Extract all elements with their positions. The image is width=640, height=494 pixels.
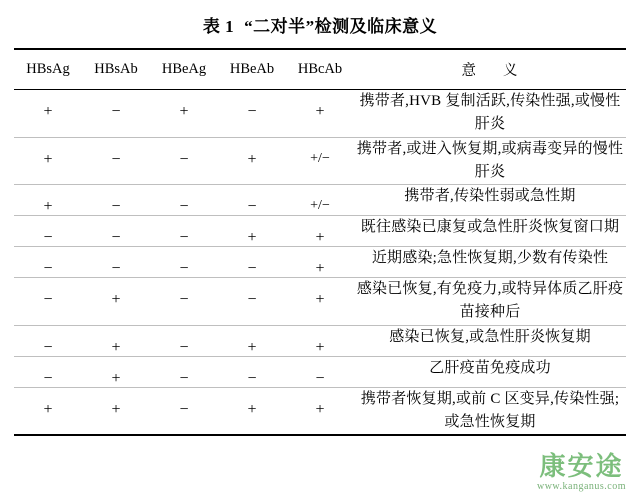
cell-hbcab: + bbox=[315, 291, 325, 308]
table-row bbox=[14, 216, 626, 247]
cell-hbcab: + bbox=[315, 338, 325, 356]
watermark bbox=[537, 454, 626, 492]
cell-hbeab: + bbox=[247, 229, 257, 246]
cell-hbsab: + bbox=[111, 369, 121, 387]
table-row bbox=[14, 185, 626, 216]
cell-hbeag: + bbox=[179, 103, 189, 120]
cell-hbsag: + bbox=[43, 198, 53, 215]
cell-hbeab: + bbox=[247, 400, 257, 418]
cell-hbcab: + bbox=[315, 103, 325, 120]
cell-hbeag: − bbox=[179, 229, 189, 246]
cell-hbeab: − bbox=[247, 198, 257, 215]
cell-hbsab: − bbox=[111, 150, 121, 168]
cell-meaning: 携带者,HVB 复制活跃,传染性强,或慢性肝炎 bbox=[359, 93, 621, 133]
watermark-url: www.kanganus.com bbox=[536, 481, 626, 492]
cell-hbeag: − bbox=[179, 369, 189, 387]
cell-hbsag: − bbox=[43, 260, 53, 277]
column-header-hbeab: HBeAb bbox=[229, 61, 275, 77]
table-header bbox=[14, 49, 626, 90]
column-header-hbeag: HBeAg bbox=[161, 61, 207, 77]
table-row bbox=[14, 356, 626, 387]
cell-hbsab: + bbox=[111, 338, 121, 356]
cell-hbeag: − bbox=[179, 400, 189, 418]
cell-hbsab: − bbox=[111, 198, 121, 215]
cell-hbsag: − bbox=[43, 369, 53, 387]
cell-meaning: 感染已恢复,有免疫力,或特异体质乙肝疫苗接种后 bbox=[356, 281, 624, 321]
table-title-text: “二对半”检测及临床意义 bbox=[244, 17, 438, 36]
cell-meaning: 携带者,或进入恢复期,或病毒变异的慢性肝炎 bbox=[356, 140, 624, 180]
cell-hbcab: +/− bbox=[310, 150, 330, 166]
cell-meaning: 乙肝疫苗免疫成功 bbox=[429, 359, 551, 376]
cell-hbeab: − bbox=[247, 103, 257, 120]
cell-hbeag: − bbox=[179, 198, 189, 215]
cell-hbsag: + bbox=[43, 400, 53, 418]
cell-hbsag: − bbox=[43, 338, 53, 356]
cell-hbsag: + bbox=[43, 150, 53, 168]
table-row bbox=[14, 247, 626, 278]
watermark-name: 康安途 bbox=[539, 452, 624, 481]
cell-hbsag: − bbox=[43, 291, 53, 308]
column-header-hbcab: HBcAb bbox=[297, 61, 343, 77]
cell-hbeab: − bbox=[247, 291, 257, 308]
table-row bbox=[14, 387, 626, 434]
meaning-header-left: 意 bbox=[461, 63, 477, 79]
cell-hbsab: − bbox=[111, 260, 121, 277]
column-header-hbsab: HBsAb bbox=[94, 61, 138, 77]
cell-meaning: 近期感染;急性恢复期,少数有传染性 bbox=[371, 250, 609, 266]
cell-hbeab: + bbox=[247, 150, 257, 168]
cell-hbeag: − bbox=[179, 338, 189, 356]
cell-hbeab: − bbox=[247, 260, 257, 277]
table-row bbox=[14, 325, 626, 356]
cell-meaning: 携带者,传染性弱或急性期 bbox=[404, 188, 576, 204]
table-body bbox=[14, 90, 626, 435]
cell-meaning: 携带者恢复期,或前 C 区变异,传染性强;或急性恢复期 bbox=[360, 390, 620, 430]
table-number: 表 1 bbox=[202, 17, 235, 36]
table-bottom-rule bbox=[14, 434, 626, 436]
cell-hbcab: − bbox=[315, 369, 325, 387]
cell-hbcab: + bbox=[315, 400, 325, 418]
cell-meaning: 感染已恢复,或急性肝炎恢复期 bbox=[389, 328, 591, 345]
table-row bbox=[14, 90, 626, 138]
cell-hbeag: − bbox=[179, 291, 189, 308]
table-row bbox=[14, 137, 626, 185]
cell-hbcab: + bbox=[315, 260, 325, 277]
cell-hbsab: − bbox=[111, 229, 121, 246]
meaning-header-right: 义 bbox=[503, 63, 519, 79]
cell-hbsab: + bbox=[111, 291, 121, 308]
cell-hbeab: − bbox=[247, 369, 257, 387]
cell-hbsag: + bbox=[43, 103, 53, 120]
table-title bbox=[14, 0, 626, 48]
cell-hbsab: + bbox=[111, 400, 121, 418]
cell-hbsab: − bbox=[111, 103, 121, 120]
cell-hbeag: − bbox=[179, 150, 189, 168]
cell-hbeab: + bbox=[247, 338, 257, 356]
table-row bbox=[14, 278, 626, 326]
cell-hbcab: + bbox=[315, 229, 325, 246]
serology-table bbox=[14, 48, 626, 434]
cell-meaning: 既往感染已康复或急性肝炎恢复窗口期 bbox=[360, 219, 620, 235]
cell-hbsag: − bbox=[43, 229, 53, 246]
column-header-meaning bbox=[354, 49, 626, 90]
cell-hbeag: − bbox=[179, 260, 189, 277]
column-header-hbsag: HBsAg bbox=[26, 61, 70, 77]
cell-hbcab: +/− bbox=[310, 198, 330, 213]
